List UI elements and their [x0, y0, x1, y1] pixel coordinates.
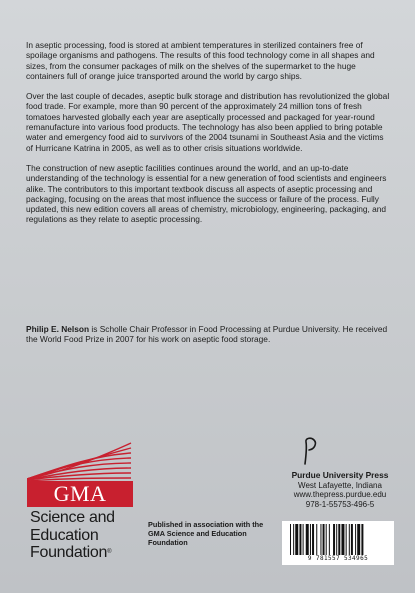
isbn-barcode [282, 521, 394, 565]
author-bio [26, 324, 392, 345]
barcode-number: 9 781557 534965 [307, 555, 369, 562]
gma-line-1: Science and [30, 509, 115, 526]
isbn: 978-1-55753-496-5 [305, 499, 375, 509]
description-paragraph-2: Over the last couple of decades, aseptic bulk storage and distribution has revolutionized the global food trade. For example, more than 90 percent of the approximately 24 million tons of fresh tomatoes harvested globally each year are aseptically processed and packaged for year-round remanufacture into various food products. The technology has also been applied to bring potable water and emergency food aid to survivors of the 2004 tsunami in Southeast Asia and the victims of Hurricane Katrina in 2005, as well as to other crisis situations worldwide. [26, 91, 390, 153]
association-note: Published in association with the GMA Science and Education Foundation [148, 520, 264, 547]
purdue-press-logo-icon [297, 436, 323, 466]
description-text [26, 40, 392, 235]
gma-swoosh-icon [27, 439, 133, 481]
description-paragraph-1: In aseptic processing, food is stored at ambient temperatures in sterilized containers free of spoilage organisms and pathogens. The results of this food technology come in all shapes and sizes, from the consumer packages of milk on the shelves of the supermarket to the huge containers full of orange juice transported around the world by cargo ships. [26, 40, 375, 81]
publisher-block [270, 471, 410, 509]
gma-line-2: Education [30, 526, 99, 544]
author-name: Philip E. Nelson [26, 324, 90, 334]
publisher-name: Purdue University Press [291, 470, 389, 480]
registered-mark: ® [107, 549, 112, 555]
publisher-url: www.thepress.purdue.edu [293, 490, 387, 500]
gma-acronym: GMA [27, 481, 133, 507]
description-paragraph-3: The construction of new aseptic facilities continues around the world, and an up-to-date understanding of the technology is essential for a new generation of food scientists and engineers alike. The contributors to this important textbook discuss all aspects of aseptic processing and packaging, focusing on the areas that most influence the success or failure of the process. Fully updated, this new edition covers all areas of chemistry, microbiology, engineering, packaging, and regulations as they relate to aseptic processing. [26, 162, 387, 225]
gma-line-3: Foundation [30, 544, 108, 561]
gma-foundation-name [30, 509, 134, 562]
author-bio-text: is Scholle Chair Professor in Food Processing at Purdue University. He received the World Food Prize in 2007 for his work on aseptic food storage. [26, 324, 388, 345]
publisher-city: West Lafayette, Indiana [298, 480, 382, 490]
barcode-bars [290, 524, 386, 555]
gma-logo [27, 439, 133, 565]
